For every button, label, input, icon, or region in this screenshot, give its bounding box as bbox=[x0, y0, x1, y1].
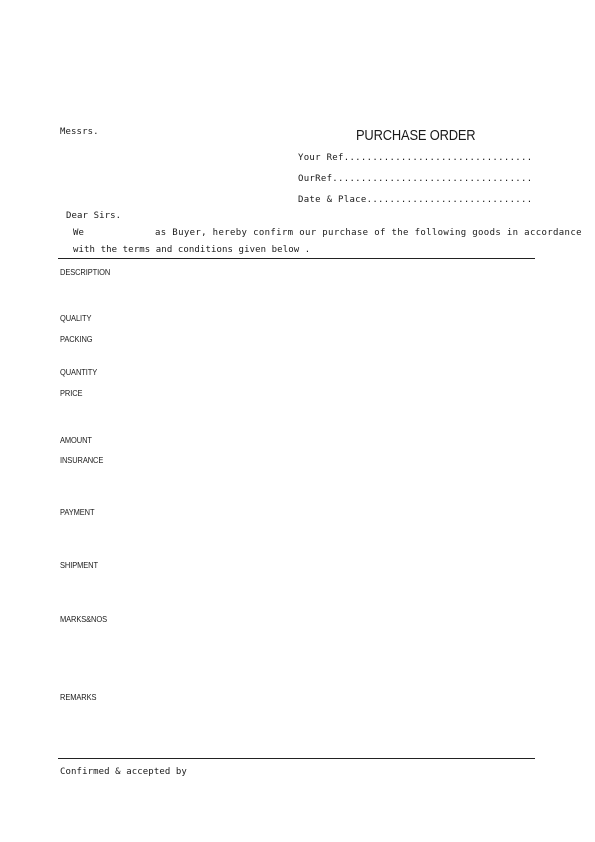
confirmed-accepted-label: Confirmed & accepted by bbox=[60, 767, 187, 777]
messrs-label: Messrs. bbox=[60, 127, 99, 137]
your-ref-line: Your Ref................................. bbox=[298, 153, 533, 163]
quality-label: QUALITY bbox=[60, 313, 92, 323]
amount-label: AMOUNT bbox=[60, 435, 92, 445]
payment-label: PAYMENT bbox=[60, 507, 95, 517]
bottom-divider bbox=[58, 758, 535, 759]
remarks-label: REMARKS bbox=[60, 692, 97, 702]
salutation: Dear Sirs. bbox=[66, 211, 122, 221]
quantity-label: QUANTITY bbox=[60, 367, 98, 377]
packing-label: PACKING bbox=[60, 334, 93, 344]
marks-nos-label: MARKS&NOS bbox=[60, 614, 108, 624]
document-title: PURCHASE ORDER bbox=[356, 127, 476, 144]
date-place-line: Date & Place............................. bbox=[298, 195, 533, 205]
top-divider bbox=[58, 258, 535, 259]
description-label: DESCRIPTION bbox=[60, 267, 111, 277]
intro-we: We bbox=[73, 228, 85, 238]
price-label: PRICE bbox=[60, 388, 83, 398]
intro-line-2: with the terms and conditions given below . bbox=[73, 245, 311, 255]
insurance-label: INSURANCE bbox=[60, 455, 104, 465]
intro-line-1: as Buyer, hereby confirm our purchase of the following goods in accordance bbox=[155, 228, 582, 238]
shipment-label: SHIPMENT bbox=[60, 560, 98, 570]
our-ref-line: OurRef................................... bbox=[298, 174, 533, 184]
